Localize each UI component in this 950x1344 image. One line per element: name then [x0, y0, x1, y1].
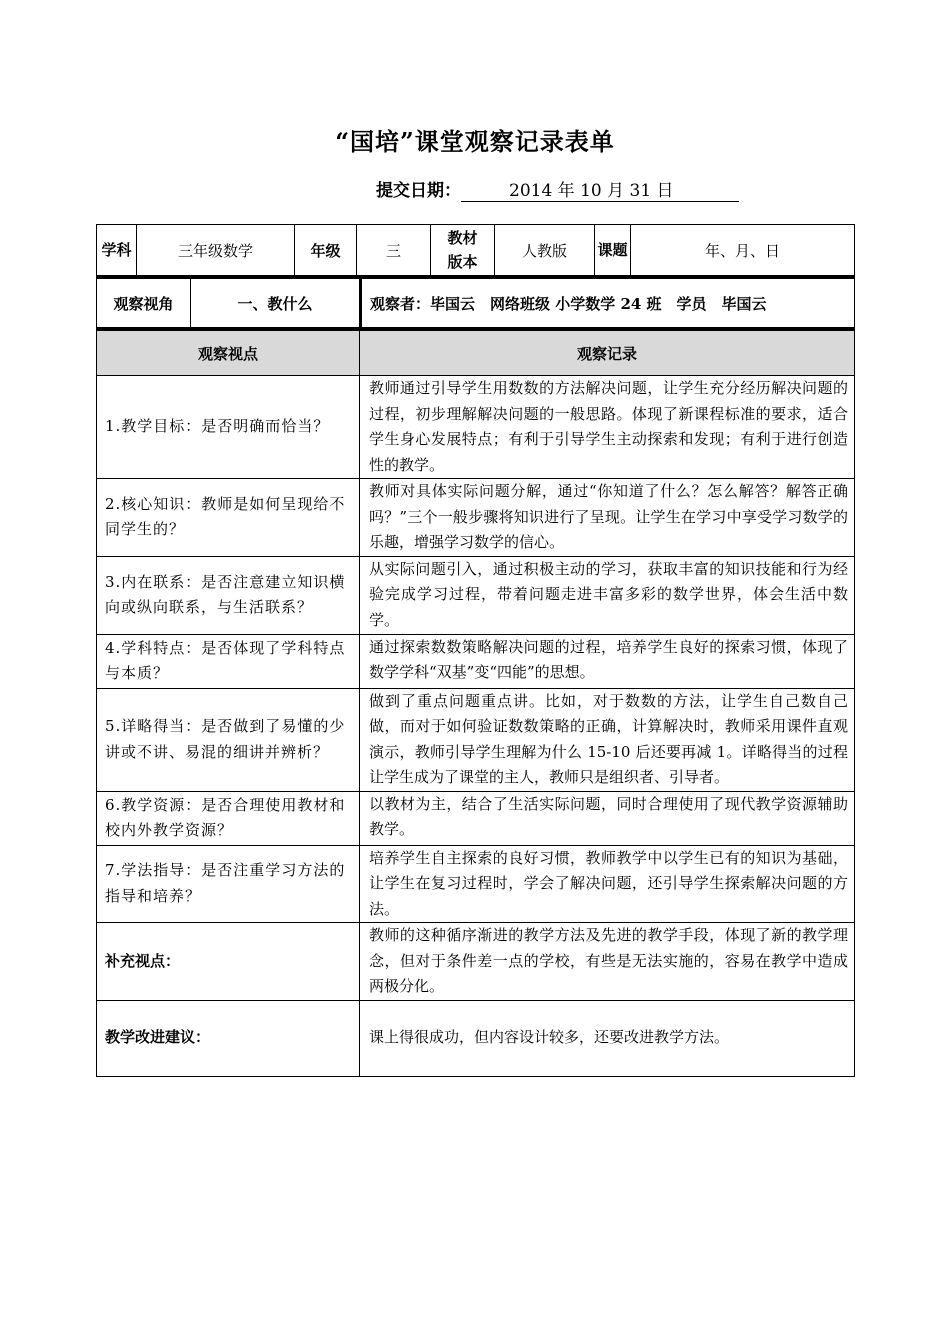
info-table	[96, 224, 855, 278]
perspective-value: 一、教什么	[191, 279, 361, 328]
observation-point: 4.学科特点：是否体现了学科特点与本质？	[97, 634, 360, 688]
observation-point: 1.教学目标：是否明确而恰当？	[97, 376, 360, 479]
grade-label: 年级	[295, 225, 357, 277]
observation-point: 5.详略得当：是否做到了易懂的少讲或不讲、易混的细讲并辨析？	[97, 688, 360, 791]
observation-record: 教师对具体实际问题分解，通过“你知道了什么？怎么解答？解答正确吗？”三个一般步骤将知识进行了呈现。让学生在学习中享受学习数学的乐趣，增强学习数学的信心。	[360, 479, 855, 557]
observer-info: 观察者：毕国云 网络班级 小学数学 24 班 学员 毕国云	[361, 279, 855, 328]
submit-date-label: 提交日期：	[376, 181, 461, 201]
topic-label: 课题	[595, 225, 631, 277]
column-header-records: 观察记录	[360, 330, 855, 376]
improvement-suggestion-label: 教学改进建议：	[97, 1000, 360, 1076]
observation-record: 培养学生自主探索的良好习惯，教师教学中以学生已有的知识为基础，让学生在复习过程时，学会了解决问题，还引导学生探索解决问题的方法。	[360, 845, 855, 923]
observation-point: 6.教学资源：是否合理使用教材和校内外教学资源？	[97, 791, 360, 845]
observation-record: 以教材为主，结合了生活实际问题，同时合理使用了现代教学资源辅助教学。	[360, 791, 855, 845]
subject-label: 学科	[97, 225, 137, 277]
column-header-points: 观察视点	[97, 330, 360, 376]
submit-date-row	[376, 176, 739, 202]
observation-table	[96, 328, 855, 1077]
subject-value: 三年级数学	[137, 225, 295, 277]
grade-value: 三	[357, 225, 431, 277]
textbook-value: 人教版	[495, 225, 595, 277]
page-title: “国培”课堂观察记录表单	[335, 127, 615, 156]
observation-sheet	[96, 224, 854, 1077]
perspective-table	[96, 278, 855, 328]
topic-value: 年、月、日	[631, 225, 855, 277]
supplementary-point-label: 补充视点：	[97, 923, 360, 1001]
observation-record: 做到了重点问题重点讲。比如，对于数数的方法，让学生自己数自己做，而对于如何验证数数策略的正确，计算解决时，教师采用课件直观演示，教师引导学生理解为什么 15-10 后还要再减 1。详略得当的过程让学生成为了课堂的主人，教师只是组织者、引导者。	[360, 688, 855, 791]
perspective-label: 观察视角	[97, 279, 191, 328]
observation-record: 从实际问题引入，通过积极主动的学习，获取丰富的知识技能和行为经验完成学习过程，带着问题走进丰富多彩的数学世界，体会生活中数学。	[360, 556, 855, 634]
submit-date-value: 2014 年 10 月 31 日	[461, 176, 739, 202]
supplementary-point-record: 教师的这种循序渐进的教学方法及先进的教学手段，体现了新的教学理念，但对于条件差一点的学校，有些是无法实施的，容易在教学中造成两极分化。	[360, 923, 855, 1001]
observation-point: 2.核心知识：教师是如何呈现给不同学生的？	[97, 479, 360, 557]
observation-record: 教师通过引导学生用数数的方法解决问题，让学生充分经历解决问题的过程，初步理解解决问题的一般思路。体现了新课程标准的要求，适合学生身心发展特点；有利于引导学生主动探索和发现；有利于进行创造性的教学。	[360, 376, 855, 479]
observation-point: 3.内在联系：是否注意建立知识横向或纵向联系，与生活联系？	[97, 556, 360, 634]
textbook-label: 教材 版本	[431, 225, 495, 277]
observation-point: 7.学法指导：是否注重学习方法的指导和培养？	[97, 845, 360, 923]
improvement-suggestion-record: 课上得很成功，但内容设计较多，还要改进教学方法。	[360, 1000, 855, 1076]
observation-record: 通过探索数数策略解决问题的过程，培养学生良好的探索习惯，体现了数学学科“双基”变“四能”的思想。	[360, 634, 855, 688]
